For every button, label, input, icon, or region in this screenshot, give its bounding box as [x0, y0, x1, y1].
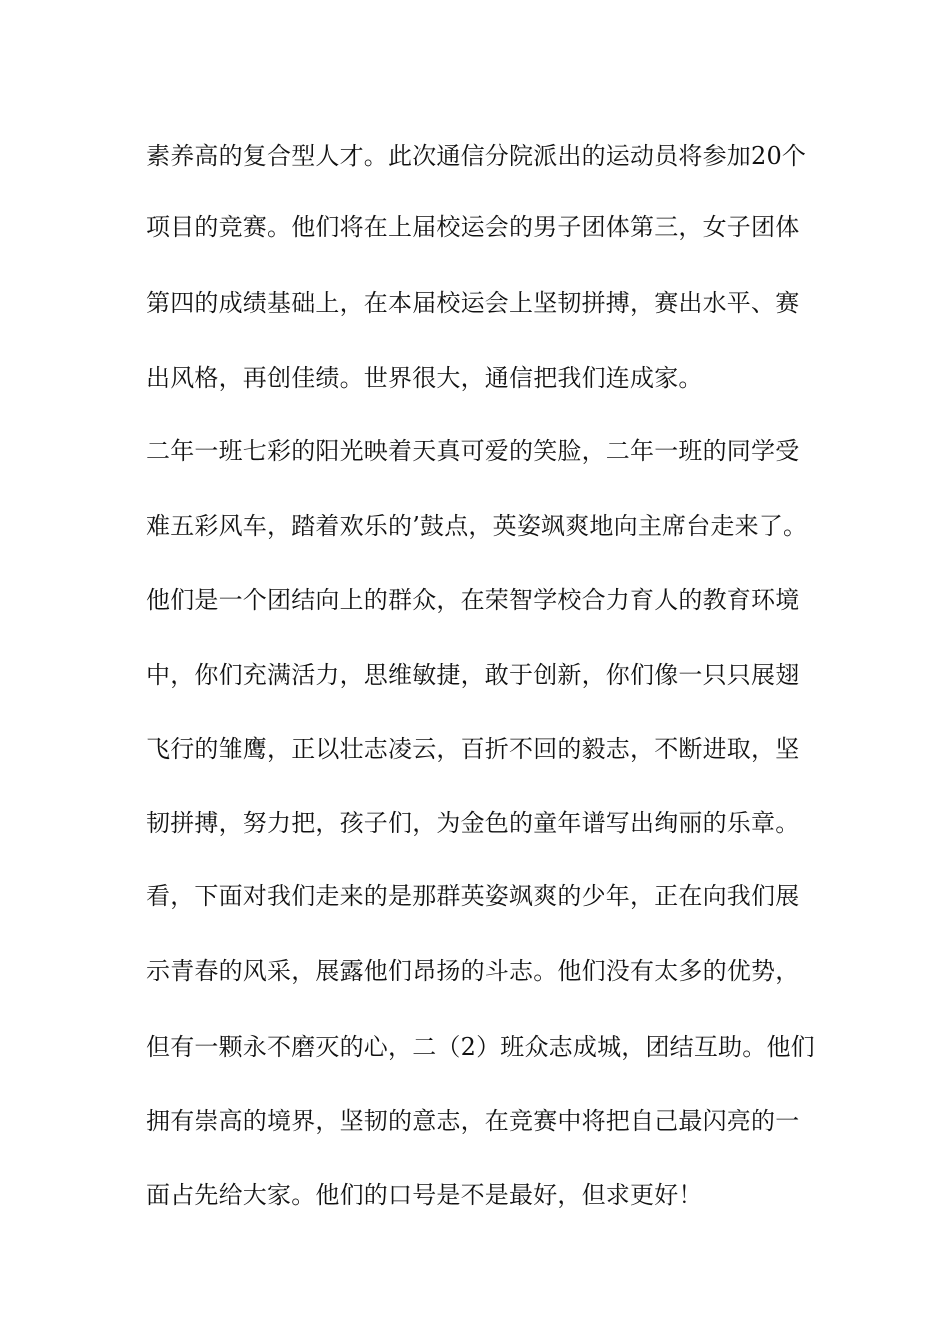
text-line: 素养高的复合型人才。此次通信分院派出的运动员将参加20个 — [146, 142, 807, 170]
text-line: 中，你们充满活力，思维敏捷，敢于创新，你们像一只只展翅 — [146, 661, 800, 689]
text-line: 项目的竞赛。他们将在上届校运会的男子团体第三，女子团体 — [146, 213, 800, 241]
text-line: 看，下面对我们走来的是那群英姿飒爽的少年，正在向我们展 — [146, 882, 800, 910]
text-line: 拥有崇高的境界，坚韧的意志，在竞赛中将把自己最闪亮的一 — [146, 1107, 800, 1135]
text-line: 面占先给大家。他们的口号是不是最好，但求更好！ — [146, 1181, 703, 1209]
text-line: 飞行的雏鹰，正以壮志凌云，百折不回的毅志，不断进取，坚 — [146, 735, 800, 763]
text-line: 第四的成绩基础上，在本届校运会上坚韧拼搏，赛出水平、赛 — [146, 289, 800, 317]
text-line: 他们是一个团结向上的群众，在荣智学校合力育人的教育环境 — [146, 586, 800, 614]
text-line: 二年一班七彩的阳光映着天真可爱的笑脸，二年一班的同学受 — [146, 437, 800, 465]
text-line: 韧拼搏，努力把，孩子们，为金色的童年谱写出绚丽的乐章。 — [146, 809, 800, 837]
text-line: 出风格，再创佳绩。世界很大，通信把我们连成家。 — [146, 364, 703, 392]
text-line: 但有一颗永不磨灭的心，二（2）班众志成城，团结互助。他们 — [146, 1033, 815, 1061]
text-line: 示青春的风采，展露他们昂扬的斗志。他们没有太多的优势， — [146, 957, 800, 985]
text-line: 难五彩风车，踏着欢乐的’鼓点，英姿飒爽地向主席台走来了。 — [146, 512, 808, 540]
